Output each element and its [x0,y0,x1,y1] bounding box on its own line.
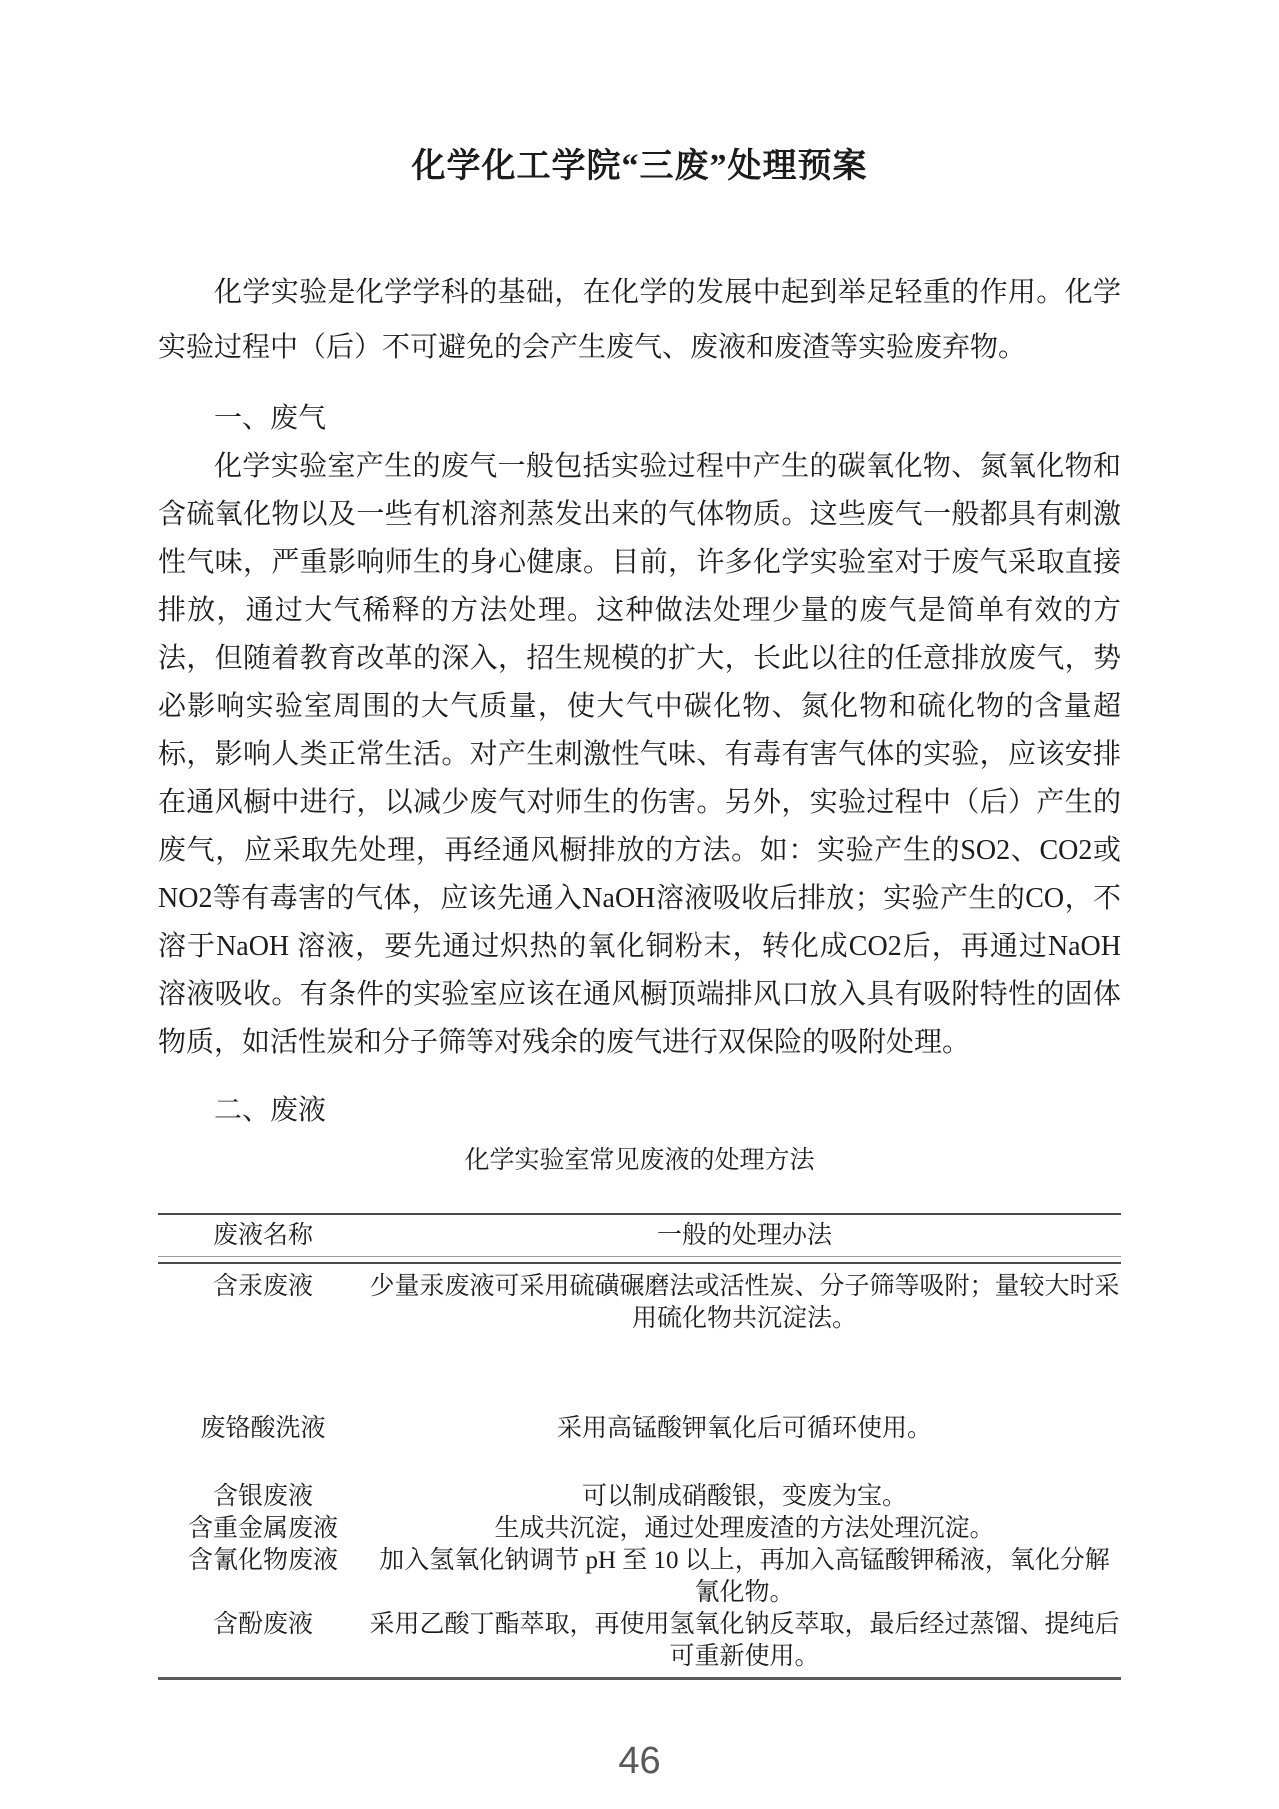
table-row [158,1271,1121,1335]
table-row [158,1513,1121,1545]
page-title: 化学化工学院“三废”处理预案 [411,148,868,185]
cell-treatment-method: 采用高锰酸钾氧化后可循环使用。 [556,1415,932,1442]
table-row [158,1481,1121,1513]
cell-treatment-method: 采用乙酸丁酯萃取，再使用氢氧化钠反萃取，最后经过蒸馏、提纯后可重新使用。 [369,1611,1120,1670]
cell-waste-name: 含重金属废液 [187,1515,338,1542]
waste-liquid-table [158,1213,1121,1680]
cell-waste-name: 含氰化物废液 [187,1547,338,1574]
cell-waste-name: 废铬酸洗液 [200,1415,326,1442]
intro-paragraph: 化学实验是化学学科的基础，在化学的发展中起到举足轻重的作用。化学实验过程中（后）不可避免的会产生废气、废液和废渣等实验废弃物。 [158,277,1121,363]
cell-waste-name: 含酚废液 [212,1611,313,1638]
table-header-rule [158,1262,1121,1264]
cell-treatment-method: 加入氢氧化钠调节 pH 至 10 以上，再加入高锰酸钾稀液，氧化分解氰化物。 [379,1547,1110,1606]
waste-gas-paragraph: 化学实验室产生的废气一般包括实验过程中产生的碳氧化物、氮氧化物和含硫氧化物以及一些有机溶剂蒸发出来的气体物质。这些废气一般都具有刺激性气味，严重影响师生的身心健康。目前，许多化学实验室对于废气采取直接排放，通过大气稀释的方法处理。这种做法处理少量的废气是简单有效的方法，但随着教育改革的深入，招生规模的扩大，长此以往的任意排放废气，势必影响实验室周围的大气质量，使大气中碳化物、氮化物和硫化物的含量超标，影响人类正常生活。对产生刺激性气味、有毒有害气体的实验，应该安排在通风橱中进行，以减少废气对师生的伤害。另外，实验过程中（后）产生的废气，应采取先处理，再经通风橱排放的方法。如：实验产生的SO2、CO2或NO2等有毒害的气体，应该先通入NaOH溶液吸收后排放；实验产生的CO，不溶于NaOH 溶液，要先通过炽热的氧化铜粉末，转化成CO2后，再通过NaOH 溶液吸收。有条件的实验室应该在通风橱顶端排风口放入具有吸附特性的固体物质，如活性炭和分子筛等对残余的废气进行双保险的吸附处理。 [158,451,1121,1058]
table-header-name: 废液名称 [212,1222,313,1249]
table-row [158,1413,1121,1445]
cell-treatment-method: 少量汞废液可采用硫磺碾磨法或活性炭、分子筛等吸附；量较大时采用硫化物共沉淀法。 [369,1273,1120,1332]
table-row [158,1609,1121,1673]
cell-treatment-method: 可以制成硝酸银，变废为宝。 [581,1483,907,1510]
cell-treatment-method: 生成共沉淀，通过处理废渣的方法处理沉淀。 [494,1515,995,1542]
table-bottom-rule [158,1677,1121,1680]
table-row [158,1545,1121,1609]
cell-waste-name: 含银废液 [212,1483,313,1510]
table-caption: 化学实验室常见废液的处理方法 [464,1147,815,1174]
table-header-method: 一般的处理办法 [656,1222,832,1249]
cell-waste-name: 含汞废液 [212,1273,313,1300]
section-heading-waste-gas: 一、废气 [214,403,327,434]
page-number: 46 [618,1740,661,1782]
section-heading-waste-liquid: 二、废液 [214,1095,327,1126]
table-header-row [158,1213,1121,1257]
